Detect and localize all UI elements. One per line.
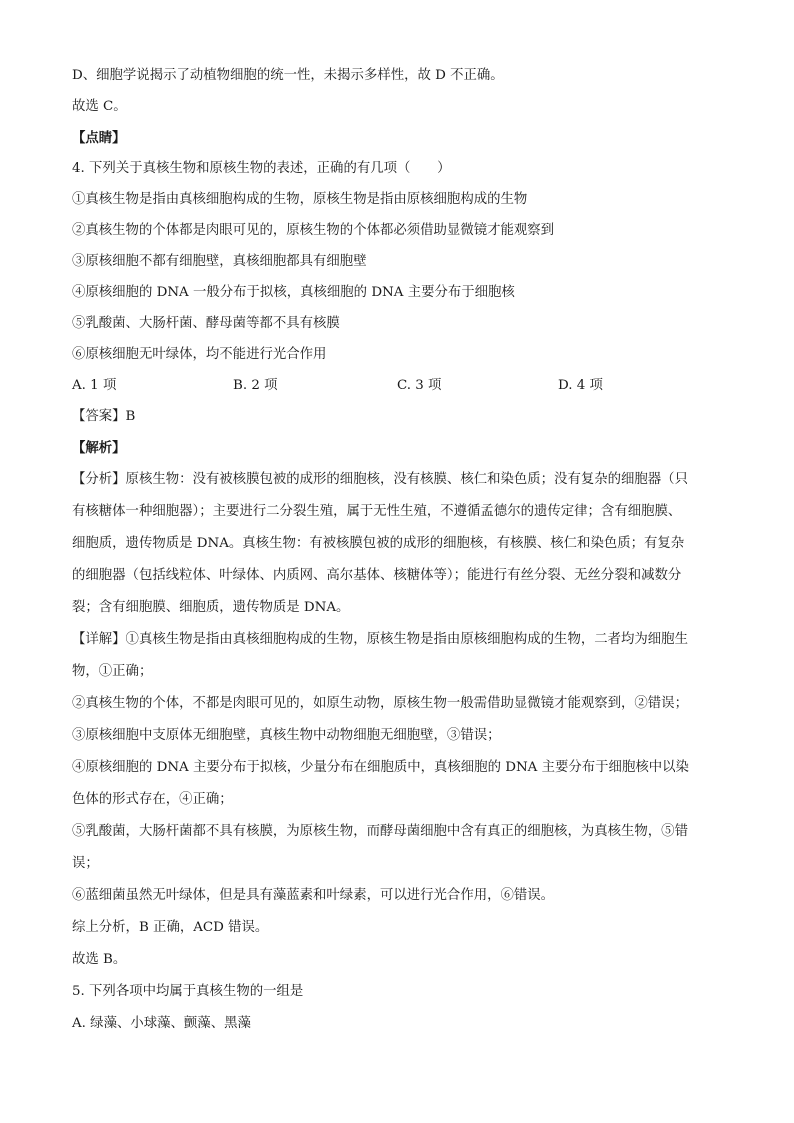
conclusion-line: 故选 B。 (72, 952, 127, 967)
question-stem: 4. 下列关于真核生物和原核生物的表述，正确的有几项（ ） (72, 161, 451, 176)
analysis-line: 有核糖体一种细胞器）；主要进行二分裂生殖，属于无性生殖，不遵循孟德尔的遗传定律；含有细胞膜、 (72, 504, 682, 519)
statement-line: ①真核生物是指由真核细胞构成的生物，原核生物是指由原核细胞构成的生物 (72, 192, 528, 207)
option-a: A. 1 项 (72, 378, 117, 393)
answer-options (72, 376, 732, 396)
option-a: A. 绿藻、小球藻、颤藻、黑藻 (72, 1016, 251, 1031)
analysis-line: 裂；含有细胞膜、细胞质，遗传物质是 DNA。 (72, 600, 350, 615)
option-d: D. 4 项 (558, 378, 603, 393)
statement-line: ②真核生物的个体都是肉眼可见的，原核生物的个体都必须借助显微镜才能观察到 (72, 223, 555, 238)
option-b: B. 2 项 (233, 378, 278, 393)
analysis-line: 细胞质，遗传物质是 DNA。真核生物：有被核膜包被的成形的细胞核，有核膜、核仁和染色质；有复杂 (72, 536, 685, 551)
text-line: D、细胞学说揭示了动植物细胞的统一性，未揭示多样性，故 D 不正确。 (72, 68, 504, 83)
detail-line: 误； (72, 856, 99, 871)
detail-line: ⑥蓝细菌虽然无叶绿体，但是具有藻蓝素和叶绿素，可以进行光合作用，⑥错误。 (72, 888, 555, 903)
statement-line: ③原核细胞不都有细胞壁，真核细胞都具有细胞壁 (72, 254, 367, 269)
detail-line: 色体的形式存在，④正确； (72, 792, 233, 807)
detail-line: ④原核细胞的 DNA 主要分布于拟核，少量分布在细胞质中，真核细胞的 DNA 主要分布于细胞核中以染 (72, 760, 689, 775)
detail-line: 【详解】①真核生物是指由真核细胞构成的生物，原核生物是指由原核细胞构成的生物，二者均为细胞生 (72, 632, 688, 647)
answer-line: 【答案】B (72, 409, 136, 424)
summary-line: 综上分析，B 正确，ACD 错误。 (72, 920, 269, 935)
analysis-line: 【分析】原核生物：没有被核膜包被的成形的细胞核，没有核膜、核仁和染色质；没有复杂的细胞器（只 (72, 472, 688, 487)
analysis-line: 的细胞器（包括线粒体、叶绿体、内质网、高尔基体、核糖体等）；能进行有丝分裂、无丝分裂和减数分 (72, 568, 682, 583)
statement-line: ⑥原核细胞无叶绿体，均不能进行光合作用 (72, 347, 327, 362)
text-line: 故选 C。 (72, 99, 127, 114)
detail-line: 物，①正确； (72, 664, 153, 679)
detail-line: ②真核生物的个体，不都是肉眼可见的，如原生动物，原核生物一般需借助显微镜才能观察到，②错误； (72, 696, 688, 711)
question-stem: 5. 下列各项中均属于真核生物的一组是 (72, 984, 304, 999)
statement-line: ④原核细胞的 DNA 一般分布于拟核，真核细胞的 DNA 主要分布于细胞核 (72, 285, 515, 300)
detail-line: ⑤乳酸菌，大肠杆菌都不具有核膜，为原核生物，而酵母菌细胞中含有真正的细胞核，为真核生物，⑤错 (72, 824, 688, 839)
statement-line: ⑤乳酸菌、大肠杆菌、酵母菌等都不具有核膜 (72, 316, 340, 331)
analysis-heading: 【解析】 (72, 440, 126, 456)
option-c: C. 3 项 (397, 378, 442, 393)
section-heading: 【点睛】 (72, 130, 126, 146)
detail-line: ③原核细胞中支原体无细胞壁，真核生物中动物细胞无细胞壁，③错误； (72, 728, 501, 743)
